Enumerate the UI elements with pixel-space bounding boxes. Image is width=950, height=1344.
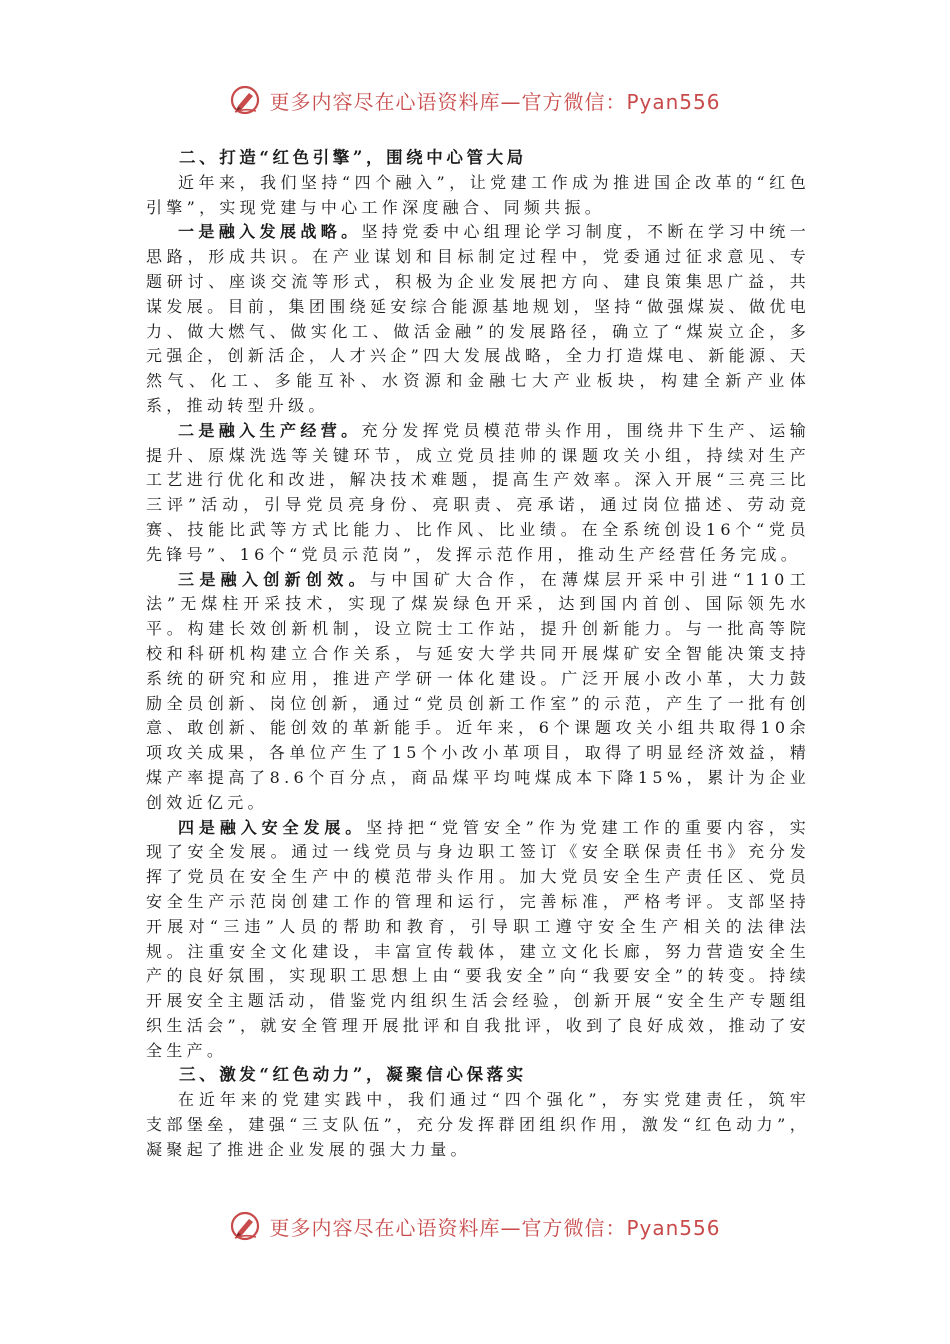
paragraph-body: 充分发挥党员模范带头作用，围绕井下生产、运输提升、原煤洗选等关键环节，成立党员挂帅的课题攻关小组，持续对生产工艺进行优化和改进，解决技术难题，提高生产效率。深入开展“三亮三比三评”活动，引导党员亮身份、亮职责、亮承诺，通过岗位描述、劳动竞赛、技能比武等方式比能力、比作风、比业绩。在全系统创设16个“党员先锋号”、16个“党员示范岗”，发挥示范作用，推动生产经营任务完成。 [146, 420, 810, 564]
section-intro: 近年来，我们坚持“四个融入”，让党建工作成为推进国企改革的“红色引擎”，实现党建与中心工作深度融合、同频共振。 [146, 172, 810, 217]
header-watermark [0, 84, 950, 116]
paragraph-development-strategy [146, 220, 810, 418]
pen-logo-icon [229, 1210, 261, 1242]
paragraph-lead: 一是融入发展战略。 [178, 222, 362, 242]
footer-watermark [0, 1210, 950, 1242]
paragraph-innovation [146, 568, 810, 816]
section-heading: 三、激发“红色动力”，凝聚信心保落实 [179, 1065, 527, 1085]
paragraph-body: 与中国矿大合作，在薄煤层开采中引进“110工法”无煤柱开采技术，实现了煤炭绿色开采，达到国内首创、国际领先水平。构建长效创新机制，设立院士工作站，提升创新能力。与一批高等院校和科研机构建立合作关系，与延安大学共同开展煤矿安全智能决策支持系统的研究和应用，推进产学研一体化建设。广泛开展小改小革，大力鼓励全员创新、岗位创新，通过“党员创新工作室”的示范，产生了一批有创意、敢创新、能创效的革新能手。近年来，6个课题攻关小组共取得10余项攻关成果，各单位产生了15个小改小革项目，取得了明显经济效益，精煤产率提高了8.6个百分点，商品煤平均吨煤成本下降15%，累计为企业创效近亿元。 [146, 569, 810, 812]
paragraph-body: 坚持党委中心组理论学习制度，不断在学习中统一思路，形成共识。在产业谋划和目标制定过程中，党委通过征求意见、专题研讨、座谈交流等形式，积极为企业发展把方向、建良策集思广益，共谋发展。目前，集团围绕延安综合能源基地规划，坚持“做强煤炭、做优电力、做大燃气、做实化工、做活金融”的发展路径，确立了“煤炭立企，多元强企，创新活企，人才兴企”四大发展战略，全力打造煤电、新能源、天然气、化工、多能互补、水资源和金融七大产业板块，构建全新产业体系，推动转型升级。 [146, 222, 810, 415]
paragraph-lead: 三是融入创新创效。 [178, 569, 371, 589]
watermark-text: 更多内容尽在心语资料库—官方微信：Pyan556 [269, 1215, 721, 1240]
document-body [146, 146, 810, 1163]
paragraph-body: 坚持把“党管安全”作为党建工作的重要内容，实现了安全发展。通过一线党员与身边职工签订《安全联保责任书》充分发挥了党员在安全生产中的模范带头作用。加大党员安全生产责任区、党员安全生产示范岗创建工作的管理和运行，完善标准，严格考评。支部坚持开展对“三违”人员的帮助和教育，引导职工遵守安全生产相关的法律法规。注重安全文化建设，丰富宣传载体，建立文化长廊，努力营造安全生产的良好氛围，实现职工思想上由“要我安全”向“我要安全”的转变。持续开展安全主题活动，借鉴党内组织生活会经验，创新开展“安全生产专题组织生活会”，就安全管理开展批评和自我批评，收到了良好成效，推动了安全生产。 [146, 817, 810, 1060]
section-intro: 在近年来的党建实践中，我们通过“四个强化”，夯实党建责任，筑牢支部堡垒，建强“三支队伍”，充分发挥群团组织作用，激发“红色动力”，凝聚起了推进企业发展的强大力量。 [146, 1090, 810, 1159]
section-heading: 二、打造“红色引擎”，围绕中心管大局 [179, 148, 527, 167]
paragraph-safety [146, 816, 810, 1064]
paragraph-production [146, 419, 810, 568]
pen-logo-icon [229, 84, 261, 116]
paragraph-lead: 四是融入安全发展。 [178, 817, 367, 837]
paragraph-lead: 二是融入生产经营。 [178, 420, 362, 440]
watermark-text: 更多内容尽在心语资料库—官方微信：Pyan556 [269, 89, 721, 114]
